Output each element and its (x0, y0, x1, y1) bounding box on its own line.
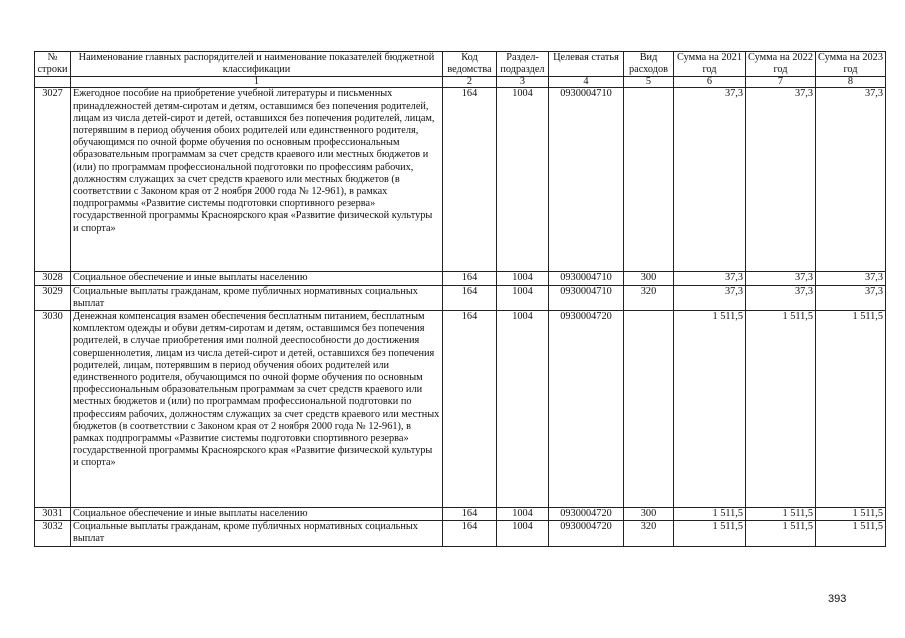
header-sum-2023: Сумма на 2023 год (816, 52, 886, 77)
header-section: Раздел-подраздел (497, 52, 549, 77)
row-target: 0930004710 (549, 272, 624, 285)
row-sum-2023: 1 511,5 (816, 311, 886, 508)
budget-table (34, 51, 886, 547)
row-expense-type: 320 (624, 521, 674, 546)
row-dept-code: 164 (443, 508, 497, 521)
row-dept-code: 164 (443, 311, 497, 508)
column-number: 3 (497, 77, 549, 88)
column-number: 2 (443, 77, 497, 88)
row-expense-type: 320 (624, 285, 674, 310)
row-sum-2021: 37,3 (674, 272, 746, 285)
header-sum-2022: Сумма на 2022 год (746, 52, 816, 77)
row-target: 0930004720 (549, 521, 624, 546)
header-target: Целевая статья (549, 52, 624, 77)
table-row (35, 88, 886, 272)
header-name: Наименование главных распорядителей и наименование показателей бюджетной классификации (71, 52, 443, 77)
row-name: Социальные выплаты гражданам, кроме публичных нормативных социальных выплат (71, 521, 443, 546)
row-dept-code: 164 (443, 521, 497, 546)
row-expense-type (624, 311, 674, 508)
row-target: 0930004720 (549, 311, 624, 508)
row-name: Социальные выплаты гражданам, кроме публичных нормативных социальных выплат (71, 285, 443, 310)
row-name: Ежегодное пособие на приобретение учебной литературы и письменных принадлежностей детям-сиротам и детям, оставшимся без попечения родителей, лицам из числа детей-сирот и детей, оставшихся без попечения родителей, лицам, потерявшим в период обучения обоих родителей или единственного родителя, обучающимся по очной форме обучения по основным профессиональным образовательным программам за счет средств краевого или местных бюджетов и (или) по программам профессиональной подготовки по профессиям рабочих, должностям служащих за счет средств краевого или местных бюджетов (в соответствии с Законом края от 2 ноября 2000 года № 12-961), в рамках подпрограммы «Развитие системы подготовки спортивного резерва» государственной программы Красноярского края «Развитие физической культуры и спорта» (71, 88, 443, 272)
header-expense-type: Вид расходов (624, 52, 674, 77)
row-name: Денежная компенсация взамен обеспечения бесплатным питанием, бесплатным комплектом одежды и обуви детям-сиротам и детям, оставшимся без попечения родителей, в случае приобретения ими полной дееспособности до достижения совершеннолетия, лицам из числа детей-сирот и детей, оставшихся без попечения родителей, лицам, потерявшим в период обучения обоих родителей или единственного родителя, обучающимся по очной форме обучения по основным профессиональным образовательным программам за счет средств краевого или местных бюджетов и (или) по программам профессиональной подготовки по профессиям рабочих, должностям служащих за счет средств краевого или местных бюджетов (в соответствии с Законом края от 2 ноября 2000 года № 12-961), в рамках подпрограммы «Развитие системы подготовки спортивного резерва» государственной программы Красноярского края «Развитие физической культуры и спорта» (71, 311, 443, 508)
header-sum-2021: Сумма на 2021 год (674, 52, 746, 77)
table-row (35, 272, 886, 285)
row-sum-2022: 1 511,5 (746, 508, 816, 521)
column-number (35, 77, 71, 88)
row-target: 0930004710 (549, 285, 624, 310)
row-section: 1004 (497, 521, 549, 546)
header-dept-code: Код ведомства (443, 52, 497, 77)
row-name: Социальное обеспечение и иные выплаты населению (71, 272, 443, 285)
column-number: 7 (746, 77, 816, 88)
column-number: 6 (674, 77, 746, 88)
page-number: 393 (828, 593, 847, 605)
row-expense-type (624, 88, 674, 272)
row-section: 1004 (497, 311, 549, 508)
row-sum-2023: 37,3 (816, 88, 886, 272)
table-row (35, 311, 886, 508)
row-expense-type: 300 (624, 508, 674, 521)
header-row (35, 52, 886, 77)
table-row (35, 508, 886, 521)
row-section: 1004 (497, 285, 549, 310)
row-number: 3032 (35, 521, 71, 546)
column-number-row (35, 77, 886, 88)
row-number: 3030 (35, 311, 71, 508)
row-target: 0930004710 (549, 88, 624, 272)
row-sum-2021: 1 511,5 (674, 508, 746, 521)
table-row (35, 285, 886, 310)
row-section: 1004 (497, 88, 549, 272)
row-sum-2023: 37,3 (816, 285, 886, 310)
row-target: 0930004720 (549, 508, 624, 521)
column-number: 4 (549, 77, 624, 88)
row-sum-2022: 1 511,5 (746, 521, 816, 546)
header-row-no: № строки (35, 52, 71, 77)
column-number: 5 (624, 77, 674, 88)
row-sum-2022: 37,3 (746, 285, 816, 310)
row-number: 3029 (35, 285, 71, 310)
column-number: 1 (71, 77, 443, 88)
row-sum-2021: 1 511,5 (674, 521, 746, 546)
row-sum-2023: 1 511,5 (816, 521, 886, 546)
row-sum-2022: 1 511,5 (746, 311, 816, 508)
row-expense-type: 300 (624, 272, 674, 285)
table-row (35, 521, 886, 546)
row-name: Социальное обеспечение и иные выплаты населению (71, 508, 443, 521)
row-dept-code: 164 (443, 285, 497, 310)
row-section: 1004 (497, 272, 549, 285)
row-sum-2023: 1 511,5 (816, 508, 886, 521)
row-number: 3028 (35, 272, 71, 285)
row-number: 3027 (35, 88, 71, 272)
row-sum-2022: 37,3 (746, 88, 816, 272)
row-dept-code: 164 (443, 272, 497, 285)
row-sum-2022: 37,3 (746, 272, 816, 285)
row-sum-2021: 37,3 (674, 285, 746, 310)
row-dept-code: 164 (443, 88, 497, 272)
row-sum-2023: 37,3 (816, 272, 886, 285)
column-number: 8 (816, 77, 886, 88)
row-section: 1004 (497, 508, 549, 521)
row-number: 3031 (35, 508, 71, 521)
row-sum-2021: 1 511,5 (674, 311, 746, 508)
row-sum-2021: 37,3 (674, 88, 746, 272)
